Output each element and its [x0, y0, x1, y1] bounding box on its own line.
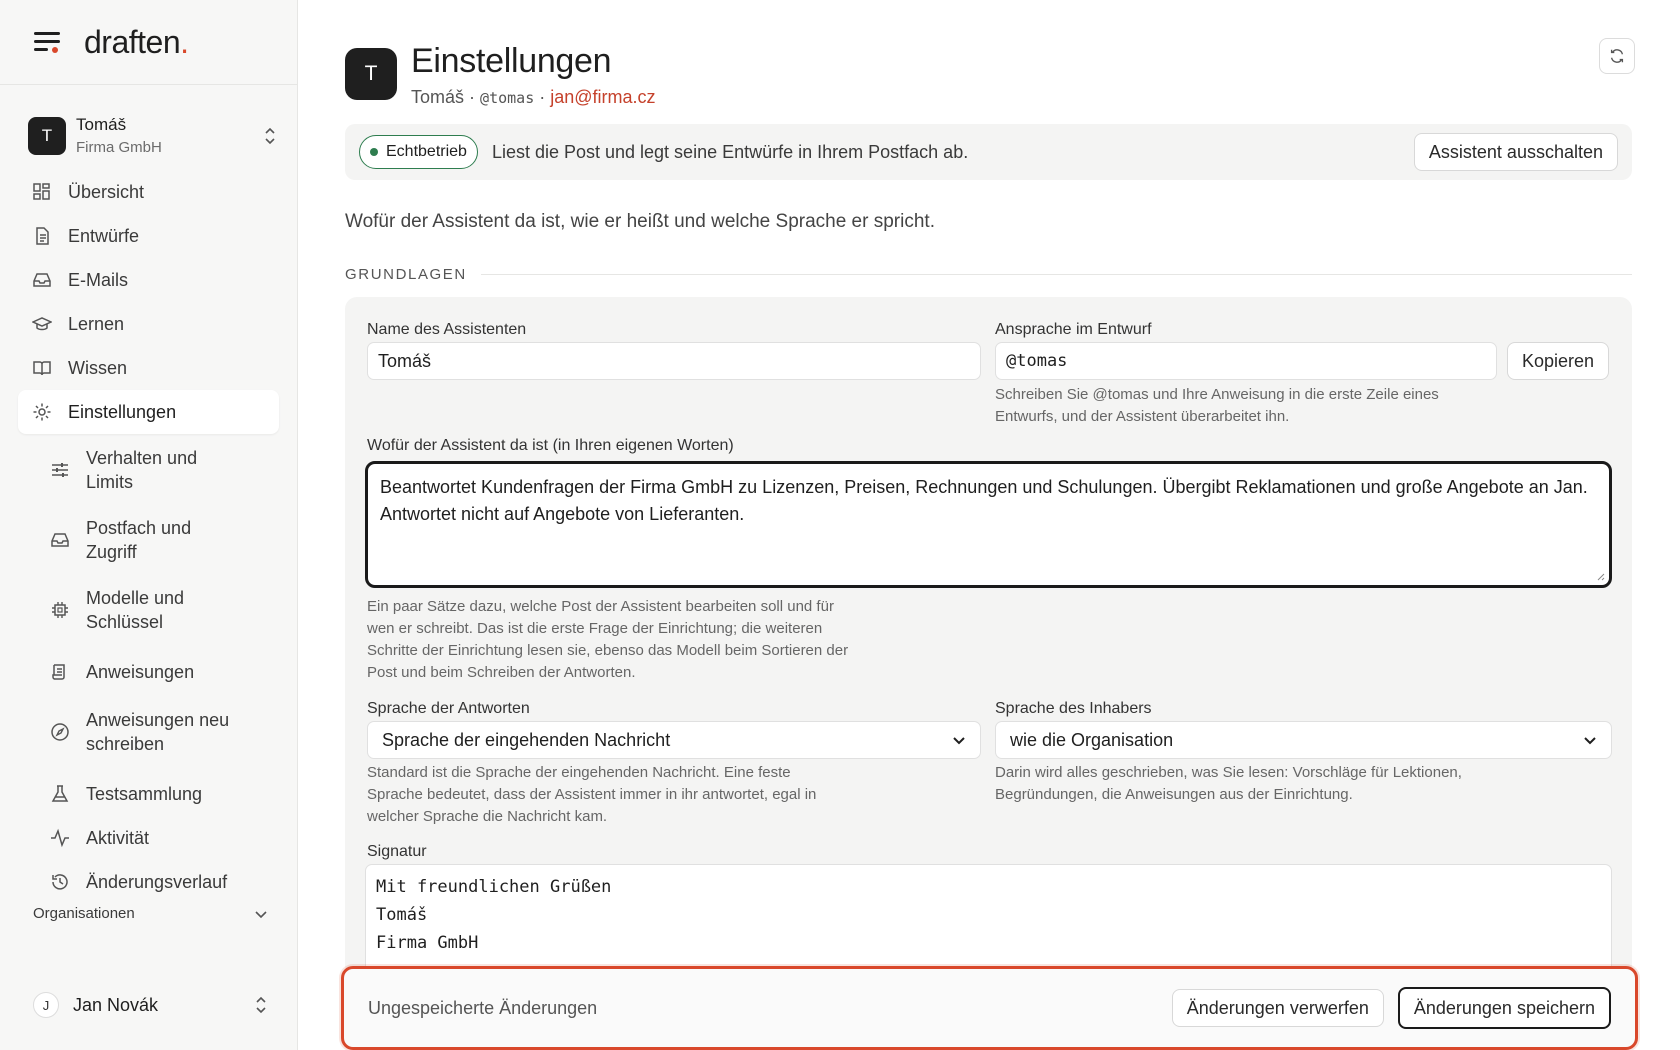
disable-assistant-button[interactable]: Assistent ausschalten — [1414, 133, 1618, 171]
inbox-icon — [32, 270, 52, 290]
chevron-down-icon — [254, 909, 268, 919]
page-intro: Wofür der Assistent da ist, wie er heißt und welche Sprache er spricht. — [345, 211, 935, 232]
subnav-item-label: Aktivität — [86, 828, 150, 848]
logo: draften. — [84, 23, 189, 60]
refresh-button[interactable] — [1599, 38, 1635, 74]
sidebar-item-uebersicht[interactable] — [18, 170, 279, 214]
user-avatar: J — [33, 992, 59, 1018]
status-description: Liest die Post und legt seine Entwürfe in Ihrem Postfach ab. — [491, 141, 969, 162]
address-input[interactable]: @tomas — [995, 342, 1497, 380]
user-menu[interactable] — [33, 992, 268, 1018]
section-divider — [481, 274, 1632, 275]
chevron-updown-icon — [254, 995, 268, 1015]
assistant-name: Tomáš — [411, 87, 465, 107]
sidebar — [0, 0, 298, 1050]
section-title: GRUNDLAGEN — [345, 266, 467, 283]
subnav-item-aenderungsverlauf[interactable] — [50, 860, 297, 904]
history-icon — [50, 872, 70, 892]
resize-handle-icon[interactable] — [1595, 571, 1605, 581]
subnav-item-postfach[interactable] — [50, 510, 297, 570]
address-help: Schreiben Sie @tomas und Ihre Anweisung in die erste Zeile eines Entwurfs, und der Assistent überarbeitet ihn. — [995, 386, 1439, 425]
section-heading — [345, 266, 1632, 283]
owner-language-help: Darin wird alles geschrieben, was Sie lesen: Vorschläge für Lektionen, Begründungen, die Anweisungen aus der Einrichtung. — [995, 764, 1462, 803]
basics-card — [345, 297, 1632, 977]
grid-icon — [32, 182, 52, 202]
discard-changes-button[interactable]: Änderungen verwerfen — [1172, 989, 1384, 1027]
subnav-item-verhalten[interactable] — [50, 440, 297, 500]
sidebar-item-label: Entwürfe — [68, 225, 140, 246]
status-badge — [359, 135, 478, 169]
chevron-down-icon — [952, 735, 966, 745]
flask-icon — [50, 784, 70, 804]
meta-separator: · — [469, 87, 476, 107]
owner-language-value: wie die Organisation — [1010, 729, 1174, 750]
page-header — [345, 42, 656, 108]
book-icon — [32, 358, 52, 378]
reply-language-value: Sprache der eingehenden Nachricht — [382, 729, 671, 750]
subnav-item-label: Anweisungen — [86, 662, 195, 682]
organisations-toggle[interactable] — [33, 905, 268, 922]
logo-row — [0, 0, 297, 85]
purpose-textarea[interactable] — [365, 461, 1612, 588]
subnav-item-label: Postfach und Zugriff — [86, 518, 192, 562]
main-nav — [0, 170, 297, 434]
status-badge-label: Echtbetrieb — [386, 143, 467, 160]
subnav-item-label: Anweisungen neu schreiben — [86, 710, 230, 754]
chevron-down-icon — [1583, 735, 1597, 745]
address-label: Ansprache im Entwurf — [995, 321, 1152, 338]
reply-language-help: Standard ist die Sprache der eingehenden Nachricht. Eine feste Sprache bedeutet, dass der Assistent immer in ihr antwortet, egal in welcher Sprache die Nachricht kam. — [367, 764, 817, 825]
org-name: Tomáš — [76, 115, 127, 134]
owner-language-label: Sprache des Inhabers — [995, 700, 1152, 717]
subnav-item-label: Änderungsverlauf — [86, 872, 228, 892]
document-icon — [32, 226, 52, 246]
subnav-item-label: Verhalten und Limits — [86, 448, 198, 492]
status-bar — [345, 124, 1632, 180]
subnav-item-label: Modelle und Schlüssel — [86, 588, 185, 632]
user-name: Jan Novák — [73, 994, 159, 1015]
sidebar-item-label: Wissen — [68, 357, 128, 378]
sidebar-item-label: Einstellungen — [68, 401, 177, 422]
subnav-item-label: Testsammlung — [86, 784, 203, 804]
subnav-item-anweisungen-neu[interactable] — [50, 702, 297, 762]
chevron-updown-icon — [263, 126, 277, 146]
org-avatar: T — [28, 117, 66, 155]
sidebar-item-einstellungen[interactable] — [18, 390, 279, 434]
sidebar-item-emails[interactable] — [18, 258, 279, 302]
purpose-label: Wofür der Assistent da ist (in Ihren eigenen Worten) — [367, 437, 734, 454]
subnav-item-testsammlung[interactable] — [50, 772, 297, 816]
copy-button[interactable]: Kopieren — [1507, 342, 1609, 380]
assistant-avatar: T — [345, 48, 397, 100]
assistant-name-input[interactable]: Tomáš — [367, 342, 981, 380]
sidebar-item-label: Lernen — [68, 313, 125, 334]
unsaved-changes-label: Ungespeicherte Änderungen — [368, 997, 598, 1018]
name-label: Name des Assistenten — [367, 321, 527, 338]
signature-line: Tomáš — [376, 905, 428, 925]
activity-icon — [50, 828, 70, 848]
reply-language-select[interactable] — [367, 721, 981, 759]
owner-language-select[interactable] — [995, 721, 1612, 759]
meta-separator: · — [539, 87, 546, 107]
main-content — [345, 0, 1635, 1050]
signature-label: Signatur — [367, 843, 427, 860]
assistant-meta — [411, 87, 656, 108]
assistant-handle: @tomas — [480, 89, 535, 107]
gear-icon — [32, 402, 52, 422]
subnav-item-aktivitaet[interactable] — [50, 816, 297, 860]
sidebar-item-label: E-Mails — [68, 269, 129, 290]
unsaved-changes-bar — [341, 966, 1638, 1050]
graduation-cap-icon — [32, 314, 52, 334]
sidebar-item-wissen[interactable] — [18, 346, 279, 390]
sidebar-item-label: Übersicht — [68, 181, 145, 202]
reply-language-label: Sprache der Antworten — [367, 700, 530, 717]
org-switcher[interactable] — [28, 115, 277, 156]
purpose-text: Beantwortet Kundenfragen der Firma GmbH zu Lizenzen, Preisen, Rechnungen und Schulungen. Übergibt Reklamationen und große Angebote an Jan. Antwortet nicht auf Angebote von Lieferanten. — [380, 477, 1588, 524]
sidebar-item-lernen[interactable] — [18, 302, 279, 346]
sliders-icon — [50, 460, 70, 480]
owner-email-link[interactable]: jan@firma.cz — [550, 87, 656, 107]
menu-icon[interactable] — [34, 32, 60, 52]
org-subtitle: Firma GmbH — [76, 139, 162, 156]
inbox-icon — [50, 530, 70, 550]
chip-icon — [50, 600, 70, 620]
settings-subnav — [0, 440, 297, 904]
subnav-item-modelle[interactable] — [50, 580, 297, 640]
page-title: Einstellungen — [411, 42, 612, 80]
save-changes-button[interactable]: Änderungen speichern — [1398, 987, 1611, 1029]
status-dot-icon — [370, 148, 378, 156]
compass-icon — [50, 722, 70, 742]
scroll-icon — [50, 662, 70, 682]
signature-textarea[interactable] — [365, 864, 1612, 977]
signature-line: Mit freundlichen Grüßen — [376, 877, 612, 897]
signature-line: Firma GmbH — [376, 933, 479, 953]
refresh-icon — [1608, 47, 1626, 65]
sidebar-item-entwuerfe[interactable] — [18, 214, 279, 258]
organisations-label: Organisationen — [33, 905, 135, 922]
subnav-item-anweisungen[interactable] — [50, 650, 297, 694]
purpose-help: Ein paar Sätze dazu, welche Post der Assistent bearbeiten soll und für wen er schreibt. Das ist die erste Frage der Einrichtung; die weiteren Schritte der Einrichtung lesen sie, ebenso das Modell beim Sortieren der Post und beim Schreiben der Antworten. — [367, 598, 849, 681]
